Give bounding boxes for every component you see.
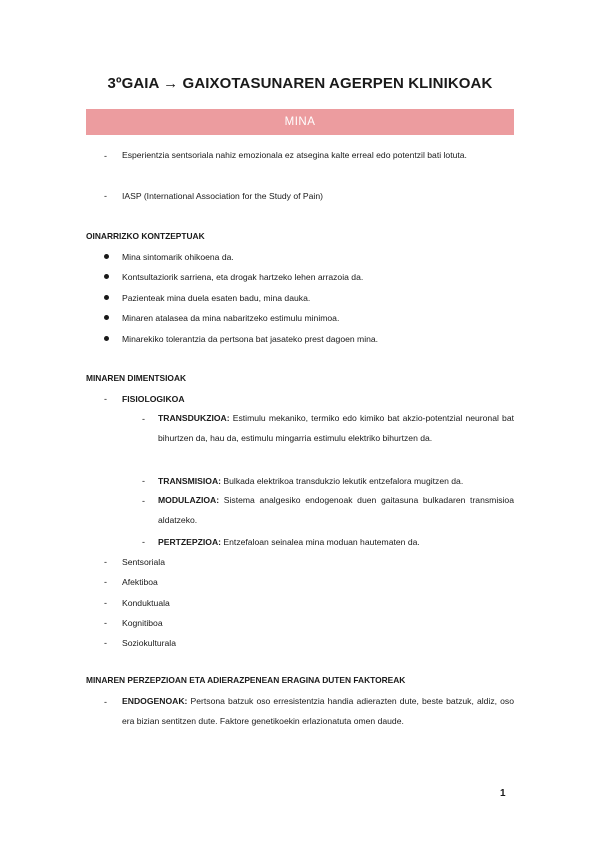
sub-item-transdukzioa: [158, 408, 514, 448]
dash-marker: -: [104, 557, 107, 567]
dash-marker: -: [104, 697, 107, 707]
term-text: Pertsona batzuk oso erresistentzia handia adierazten dute, beste batzuk, aldiz, oso era bizian sentitzen dute. Faktore genetikoekin erlazionatuta omen daude.: [122, 696, 514, 726]
page-number: 1: [500, 788, 506, 799]
list-item: Afektiboa: [122, 577, 158, 587]
dash-marker: -: [104, 618, 107, 628]
sub-item-modulazioa: [158, 490, 514, 530]
bullet: [104, 336, 109, 341]
term-text: Estimulu mekaniko, termiko edo kimiko bat akzio-potentzial neuronal bat bihurtzen da, hau da, estimulu mingarria estimulu elektriko bihurtzen da.: [158, 413, 514, 443]
dash-marker: -: [104, 191, 107, 201]
dash-marker: -: [142, 476, 145, 486]
list-item: Konduktuala: [122, 598, 170, 608]
term-label: PERTZEPZIOA:: [158, 537, 222, 547]
term-text: Entzefaloan seinalea mina moduan hautematen da.: [221, 537, 420, 547]
bullet: [104, 274, 109, 279]
section-heading-dimentsioak: MINAREN DIMENTSIOAK: [86, 373, 187, 383]
intro-iasp: IASP (International Association for the Study of Pain): [122, 191, 323, 201]
dash-marker: -: [142, 537, 145, 547]
list-item: Sentsoriala: [122, 557, 165, 567]
intro-definition: Esperientzia sentsoriala nahiz emozionala ez atsegina kalte erreal edo potentzil bati lotuta.: [122, 150, 467, 160]
sub-item-transmisioa: [158, 475, 514, 487]
term-label: TRANSMISIOA:: [158, 476, 222, 486]
bullet: [104, 295, 109, 300]
list-item: Pazienteak mina duela esaten badu, mina dauka.: [122, 293, 311, 303]
subsection-heading-fisiologikoa: FISIOLOGIKOA: [122, 394, 185, 404]
bullet: [104, 254, 109, 259]
term-text: Sistema analgesiko endogenoak duen gaitasuna bulkadaren transmisioa aldatzeko.: [158, 495, 514, 525]
section-heading-oinarrizko: OINARRIZKO KONTZEPTUAK: [86, 231, 205, 241]
dash-marker: -: [104, 394, 107, 404]
dash-marker: -: [104, 598, 107, 608]
section-heading-faktoreak: MINAREN PERZEPZIOAN ETA ADIERAZPENEAN ERAGINA DUTEN FAKTOREAK: [86, 675, 406, 685]
factor-endogenoak: [122, 691, 514, 731]
list-item: Soziokulturala: [122, 638, 176, 648]
dash-marker: -: [142, 414, 145, 424]
section-banner: MINA: [86, 109, 514, 135]
dash-marker: -: [104, 577, 107, 587]
sub-item-pertzepzioa: [158, 536, 514, 548]
list-item: Minaren atalasea da mina nabaritzeko estimulu minimoa.: [122, 313, 340, 323]
dash-marker: -: [104, 151, 107, 161]
list-item: Minarekiko tolerantzia da pertsona bat jasateko prest dagoen mina.: [122, 334, 379, 344]
list-item: Mina sintomarik ohikoena da.: [122, 252, 234, 262]
term-label: MODULAZIOA:: [158, 495, 220, 505]
dash-marker: -: [104, 638, 107, 648]
term-text: Bulkada elektrikoa transdukzio lekutik entzefalora mugitzen da.: [221, 476, 464, 486]
dash-marker: -: [142, 496, 145, 506]
term-label: TRANSDUKZIOA:: [158, 413, 230, 423]
page-title: 3ºGAIA → GAIXOTASUNAREN AGERPEN KLINIKOAK: [107, 75, 493, 92]
term-label: ENDOGENOAK:: [122, 696, 188, 706]
list-item: Kontsultaziorik sarriena, eta drogak hartzeko lehen arrazoia da.: [122, 272, 364, 282]
list-item: Kognitiboa: [122, 618, 163, 628]
bullet: [104, 315, 109, 320]
